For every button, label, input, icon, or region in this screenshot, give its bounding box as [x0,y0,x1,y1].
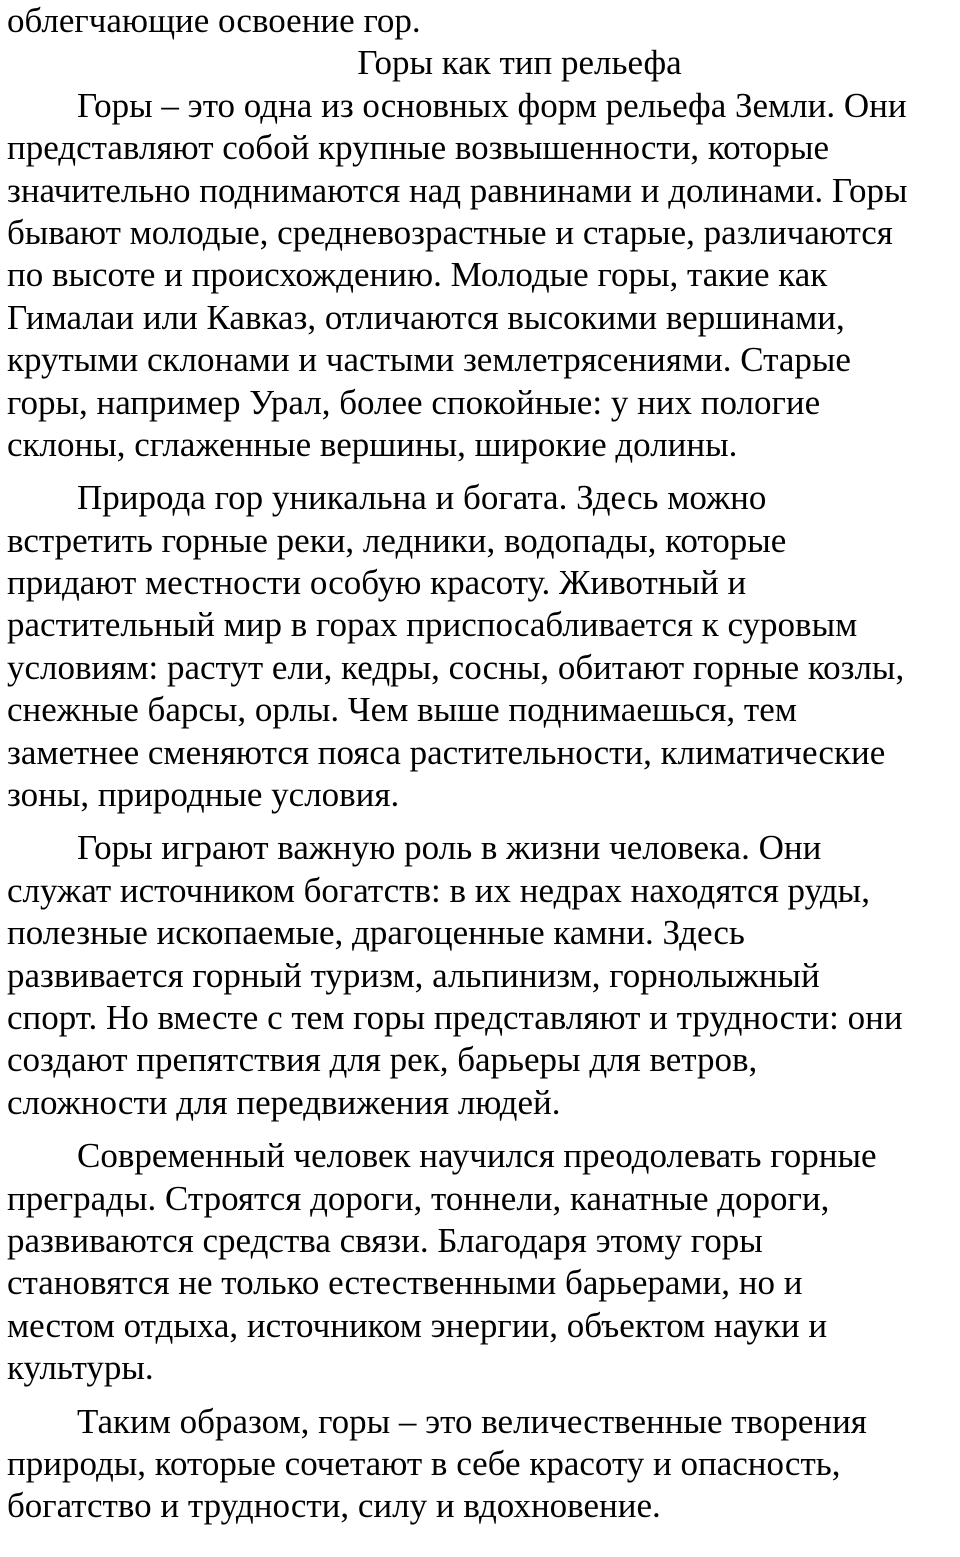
paragraph-line: служат источником богатств: в их недрах находятся руды, [7,870,870,910]
lead-line: облегчающие освоение гор. [7,1,421,40]
paragraph-line: Горы – это одна из основных форм рельефа Земли. Они [77,85,907,125]
paragraph-line: условиям: растут ели, кедры, сосны, обитают горные козлы, [7,647,905,687]
paragraph-line: заметнее сменяются пояса растительности, климатические [7,732,886,772]
paragraph-5 [7,1401,957,1528]
paragraph-line: Современный человек научился преодолевать горные [77,1136,877,1176]
paragraph-line: Природа гор уникальна и богата. Здесь можно [77,478,767,518]
paragraph-line: местом отдыха, источником энергии, объектом науки и [7,1305,828,1345]
paragraph-line: по высоте и происхождению. Молодые горы, такие как [7,255,828,295]
paragraph-line: представляют собой крупные возвышенности, которые [7,128,830,168]
paragraph-line: спорт. Но вместе с тем горы представляют и трудности: они [7,997,903,1037]
paragraph-line: зоны, природные условия. [7,775,400,815]
paragraph-line: встретить горные реки, ледники, водопады, которые [7,520,787,560]
paragraph-line: развивается горный туризм, альпинизм, горнолыжный [7,955,820,995]
document-page [7,0,957,1528]
paragraph-4 [7,1135,957,1389]
paragraph-line: Гималаи или Кавказ, отличаются высокими вершинами, [7,297,845,337]
paragraph-line: крутыми склонами и частыми землетрясениями. Старые [7,340,851,380]
paragraph-line: полезные ископаемые, драгоценные камни. Здесь [7,913,745,953]
paragraph-line: горы, например Урал, более спокойные: у них пологие [7,382,821,422]
paragraph-line: преграды. Строятся дороги, тоннели, канатные дороги, [7,1178,830,1218]
paragraph-line: Таким образом, горы – это величественные творения [77,1401,867,1441]
paragraph-line: становятся не только естественными барьерами, но и [7,1263,803,1303]
paragraph-line: развиваются средства связи. Благодаря этому горы [7,1220,763,1260]
paragraph-line: бывают молодые, средневозрастные и старые, различаются [7,212,893,252]
paragraph-line: создают препятствия для рек, барьеры для ветров, [7,1040,758,1080]
paragraph-line: придают местности особую красоту. Животный и [7,563,747,603]
paragraph-line: значительно поднимаются над равнинами и долинами. Горы [7,170,908,210]
paragraph-line: Горы играют важную роль в жизни человека. Они [77,828,822,868]
paragraph-line: растительный мир в горах приспосабливается к суровым [7,605,858,645]
paragraph-2 [7,477,957,816]
paragraph-line: склоны, сглаженные вершины, широкие долины. [7,424,738,464]
paragraph-line: культуры. [7,1348,154,1388]
paragraph-3 [7,827,957,1124]
paragraph-line: снежные барсы, орлы. Чем выше поднимаешься, тем [7,690,797,730]
paragraph-line: природы, которые сочетают в себе красоту и опасность, [7,1443,841,1483]
paragraph-line: богатство и трудности, силу и вдохновение. [7,1486,661,1526]
paragraph-1 [7,85,957,467]
section-heading: Горы как тип рельефа [357,43,682,83]
paragraph-line: сложности для передвижения людей. [7,1082,561,1122]
